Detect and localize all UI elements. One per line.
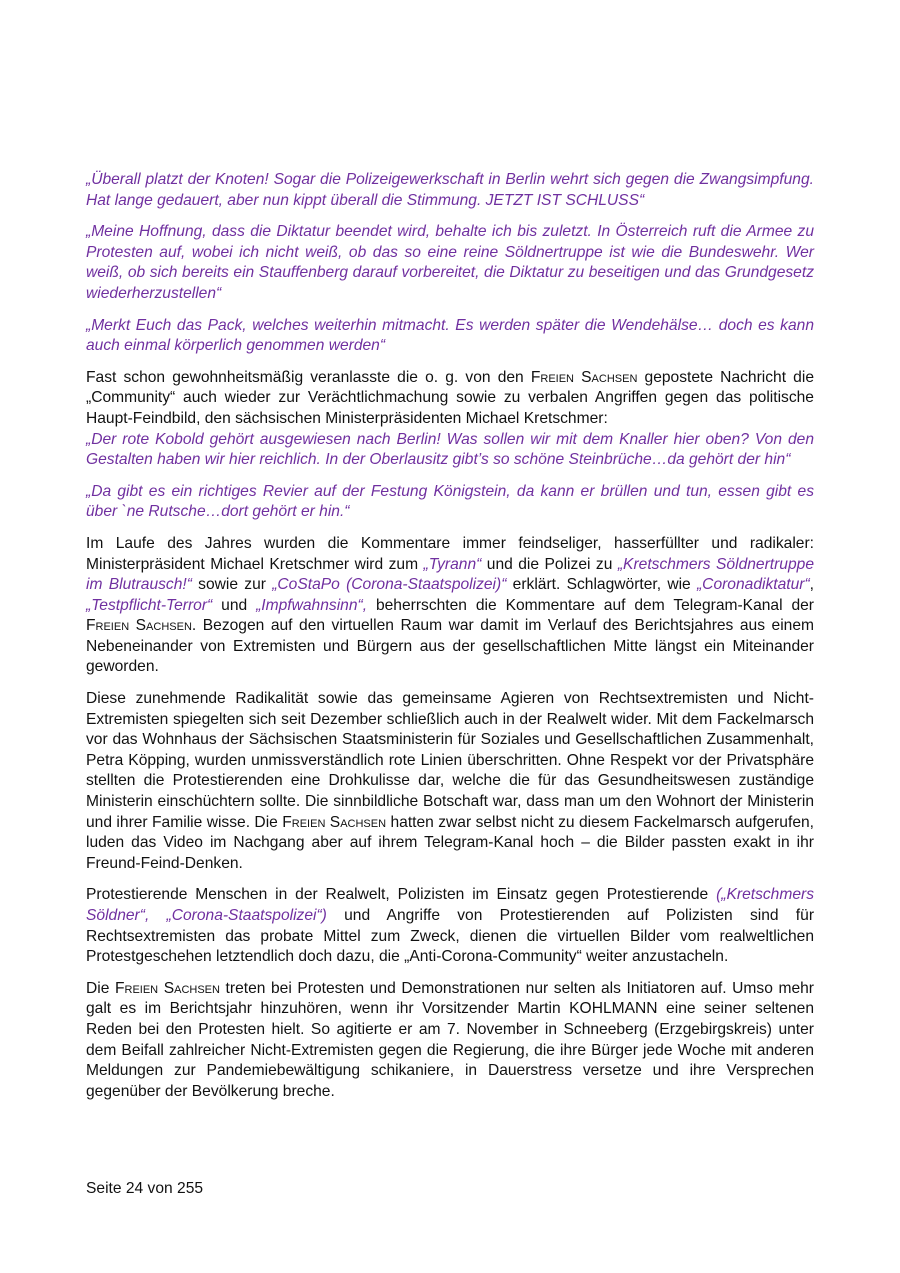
inline-quote: „Coronadiktatur“ [696, 576, 810, 594]
text: sowie zur [191, 576, 273, 594]
text: , [809, 576, 814, 594]
org-name: Freien Sachsen [282, 813, 387, 831]
inline-quote: „CoStaPo (Corona-Staatspolizei)“ [272, 576, 507, 594]
body-paragraph [86, 534, 814, 678]
body-paragraph [86, 885, 814, 967]
inline-quote: „Kretschmers Söldnertruppe im Blutrausch!“ [86, 555, 814, 594]
text: und Angriffe von Protestierenden auf Polizisten sind für Rechtsextremisten das probate Mittel zum Zweck, dienen die virtuellen Bilder vom realweltlichen Protestgeschehen letztendlich doch dazu, die „Anti-Corona-Community“ weiter anzustacheln. [86, 907, 815, 966]
text: Protestierende Menschen in der Realwelt, Polizisten im Einsatz gegen Protestierende [86, 886, 717, 904]
text: gepostete Nachricht die „Community“ auch wieder zur Verächtlichmachung sowie zu verbalen Angriffen gegen das politische Haupt-Feindbild, den sächsischen Ministerpräsidenten Michael Kretschmer: [86, 368, 814, 427]
quote-paragraph: „Merkt Euch das Pack, welches weiterhin mitmacht. Es werden später die Wendehälse… doch es kann auch einmal körperlich genommen werden“ [86, 316, 814, 355]
page-number: Seite 24 von 255 [86, 1180, 204, 1197]
org-name: Freien Sachsen [530, 368, 638, 386]
body-paragraph [86, 689, 814, 874]
text: Fast schon gewohnheitsmäßig veranlasste die o. g. von den [86, 368, 531, 386]
text: Die [86, 979, 115, 997]
inline-quote: „Impfwahnsinn“, [256, 596, 368, 614]
text: und die Polizei zu [481, 555, 618, 573]
inline-quote: „Tyrann“ [423, 555, 482, 573]
text: treten bei Protesten und Demonstrationen nur selten als Initiatoren auf. Umso mehr galt es im Berichtsjahr hinzuhören, wenn ihr Vorsitzender Martin KOHLMANN eine seiner seltenen Reden bei den Protesten hielt. So agitierte er am 7. November in Schneeberg (Erzgebirgskreis) unter dem Beifall zahlreicher Nicht-Extremisten gegen die Regierung, die ihre Bürger jede Woche mit anderen Meldungen zur Pandemiebewältigung schikaniere, in Dauerstress versetze und ihre Versprechen gegenüber der Bevölkerung breche. [86, 979, 815, 1100]
org-name: Freien Sachsen [86, 617, 192, 635]
text: und [212, 596, 257, 614]
inline-quote: („Kretschmers Söldner“, „Corona-Staatspolizei“) [86, 886, 814, 924]
inline-quote: „Testpflicht-Terror“ [86, 596, 213, 614]
text: erklärt. Schlagwörter, wie [506, 576, 697, 594]
text: beherrschten die Kommentare auf dem Telegram-Kanal der [367, 596, 815, 614]
text: hatten zwar selbst nicht zu diesem Fackelmarsch aufgerufen, luden das Video im Nachgang aber auf ihrem Telegram-Kanal hoch – die Bilder passten exakt in ihr Freund-Feind-Denken. [86, 813, 814, 872]
org-name: Freien Sachsen [114, 979, 220, 997]
text: Im Laufe des Jahres wurden die Kommentare immer feindseliger, hasserfüllter und radikaler: Ministerpräsident Michael Kretschmer wird zum [86, 534, 814, 573]
text: Diese zunehmende Radikalität sowie das gemeinsame Agieren von Rechtsextremisten und Nicht-Extremisten spiegelten sich seit Dezember schließlich auch in der Realwelt wider. Mit dem Fackelmarsch vor das Wohnhaus der Sächsischen Staatsministerin für Soziales und Gesellschaftlichen Zusammenhalt, Petra Köpping, wurden unmissverständlich rote Linien überschritten. Ohne Respekt vor der Privatsphäre stellten die Protestierenden eine Drohkulisse dar, welche die für das Gesundheitswesen zuständige Ministerin einschüchtern sollte. Die sinnbildliche Botschaft war, dass man um den Wohnort der Ministerin und ihrer Familie wisse. Die [86, 690, 814, 831]
quote-paragraph: „Der rote Kobold gehört ausgewiesen nach Berlin! Was sollen wir mit dem Knaller hier oben? Von den Gestalten haben wir hier reichlich. In der Oberlausitz gibt’s so schöne Steinbrüche…da gehört der hin“ [86, 430, 814, 469]
body-paragraph [86, 368, 814, 430]
page-body [86, 170, 814, 1113]
text: . Bezogen auf den virtuellen Raum war damit im Verlauf des Berichtsjahres aus einem Nebeneinander von Extremisten und Bürgern aus der gesellschaftlichen Mitte längst ein Miteinander geworden. [86, 617, 814, 676]
quote-paragraph: „Überall platzt der Knoten! Sogar die Polizeigewerkschaft in Berlin wehrt sich gegen die Zwangsimpfung. Hat lange gedauert, aber nun kippt überall die Stimmung. JETZT IST SCHLUSS“ [86, 171, 814, 209]
quote-paragraph: „Da gibt es ein richtiges Revier auf der Festung Königstein, da kann er brüllen und tun, essen gibt es über `ne Rutsche…dort gehört er hin.“ [86, 482, 814, 521]
body-paragraph [86, 979, 814, 1103]
quote-paragraph: „Meine Hoffnung, dass die Diktatur beendet wird, behalte ich bis zuletzt. In Österreich ruft die Armee zu Protesten auf, wobei ich nicht weiß, ob das so eine reine Söldnertruppe ist wie die Bundeswehr. Wer weiß, ob sich bereits ein Stauffenberg darauf vorbereitet, die Diktatur zu beseitigen und das Grundgesetz wiederherzustellen“ [86, 223, 814, 302]
